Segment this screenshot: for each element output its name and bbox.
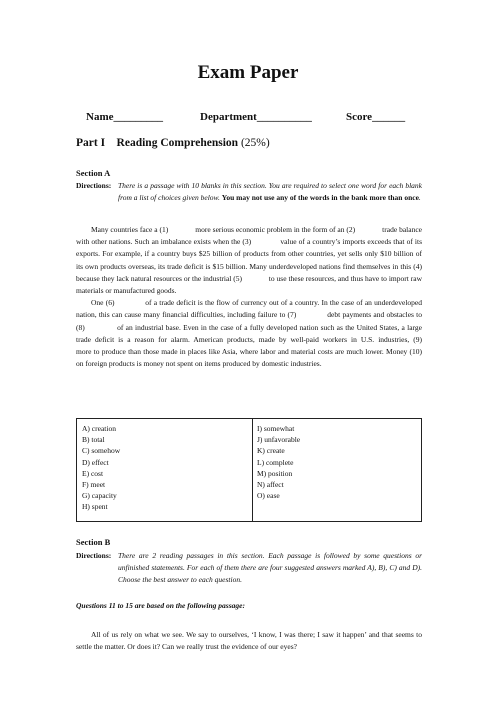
passage-paragraph: All of us rely on what we see. We say to ourselves, ‘I know, I was there; I saw it happen’ and that seems to settle the matter. Or does it? Can we really trust the evidence of our eyes? [76, 630, 422, 651]
section-a-directions [76, 180, 422, 204]
section-a-heading: Section A [76, 168, 111, 178]
word-bank-item: A) creation [82, 424, 116, 433]
section-b-heading: Section B [76, 537, 111, 547]
section-a-passage [76, 224, 449, 370]
passage-paragraph-1: Many countries face a (1) more serious economic problem in the form of an (2) trade balance with other nations. Such an imbalance exists when the (3) value of a country’s imports exceeds that of its exports. For example, if a country buys $25 billion of products from other countries, yet sells only $10 billion of its own products overseas, its trade deficit is $15 billion. Many underdeveloped nations find themselves in this (4) because they lack natural resources or the industrial (5) to use these resources, and thus have to import raw materials or manufactured goods. [76, 225, 449, 296]
word-bank-item: B) total [82, 435, 105, 445]
directions-label: Directions: [76, 551, 112, 560]
part-heading [76, 137, 270, 149]
word-bank [76, 418, 422, 522]
questions-heading: Questions 11 to 15 are based on the following passage: [76, 601, 245, 610]
directions-end: . [418, 193, 421, 202]
department-field: Department__________ [200, 111, 312, 123]
part-percent: (25%) [240, 137, 270, 149]
part-title: Part I Reading Comprehension [76, 137, 239, 149]
directions-label: Directions: [76, 181, 112, 190]
word-bank-item: N) affect [257, 480, 284, 490]
word-bank-divider [252, 419, 253, 521]
directions-text: There are 2 reading passages in this section. Each passage is followed by some questions or unfinished statements. For each of them there are four suggested answers marked A), B), C) and D). Choose the best answer to each question. [118, 551, 422, 584]
word-bank-item: E) cost [82, 468, 104, 478]
word-bank-item: G) capacity [82, 491, 117, 501]
word-bank-item: O) ease [257, 491, 280, 501]
directions-text [118, 180, 422, 204]
word-bank-item: J) unfavorable [257, 435, 301, 445]
name-field: Name_________ [86, 111, 163, 123]
word-bank-left-column [82, 423, 120, 513]
directions-bold: You may not use any of the words in the bank more than once [221, 193, 419, 202]
score-field: Score______ [346, 111, 406, 123]
word-bank-item: I) somewhat [257, 424, 295, 433]
passage-paragraph-2: One (6) of a trade deficit is the flow of currency out of a country. In the case of an underdeveloped nation, this can cause many financial difficulties, including failure to (7) debt payments and obstacles to (8) of an industrial base. Even in the case of a fully developed nation such as the United States, a large trade deficit is a reason for alarm. American products, made by well-paid workers in U.S. industries, (9) more to produce than those made in places like Asia, where labor and material costs are much lower. Money (10) on foreign products is money not spent on items produced by domestic industries. [76, 298, 449, 369]
word-bank-item: M) position [257, 468, 293, 478]
word-bank-item: L) complete [257, 457, 294, 467]
word-bank-item: K) create [257, 446, 285, 456]
page-title: Exam Paper [197, 62, 299, 83]
word-bank-item: H) spent [82, 502, 108, 512]
word-bank-item: D) effect [82, 457, 109, 467]
word-bank-right-column [257, 423, 300, 501]
section-b-directions [76, 550, 422, 586]
word-bank-item: C) somehow [82, 446, 121, 456]
word-bank-item: F) meet [82, 480, 106, 490]
directions-body: There is a passage with 10 blanks in this section. You are required to select one word for each blank from a list of choices given below. [118, 181, 422, 202]
section-b-passage [76, 629, 422, 653]
